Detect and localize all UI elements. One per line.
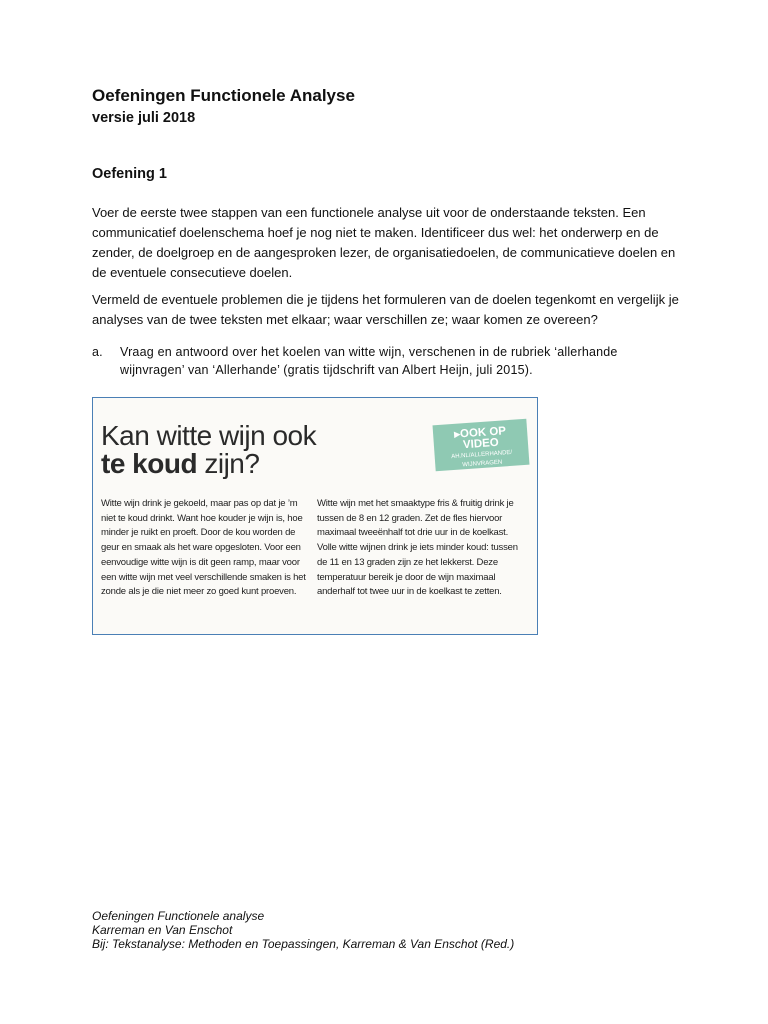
clipping-headline-line2: [101, 450, 316, 478]
clipping-headline-rest: zijn?: [197, 448, 260, 479]
clipping-headline-bold: te koud: [101, 448, 198, 479]
instruction-paragraph: Voer de eerste twee stappen van een functionele analyse uit voor de onderstaande teksten. Een communicatief doelenschema hoef je nog niet te maken. Identificeer dus wel: het onderwerp en de zender, de doelgroep en de aangesproken lezer, de organisatiedoelen, de communicatieve doelen en de eventuele consecutieve doelen.: [92, 205, 676, 280]
page-title: Oefeningen Functionele Analyse: [92, 86, 355, 105]
badge-sub-line1: AH.NL/ALLERHANDE/: [451, 449, 513, 461]
list-item-text: Vraag en antwoord over het koelen van witte wijn, verschenen in de rubriek ‘allerhande wijnvragen’ van ‘Allerhande’ (gratis tijdschrift van Albert Heijn, juli 2015).: [120, 345, 618, 377]
video-badge: [433, 419, 530, 471]
clipping-column-right: Witte wijn met het smaaktype fris & fruitig drink je tussen de 8 en 12 graden. Zet de fles hiervoor maximaal tweeënhalf tot drie uur in de koelkast. Volle witte wijnen drink je iets minder koud: tussen de 11 en 13 graden zijn ze het lekkerst. Deze temperatuur bereik je door de wijn maximaal anderhalf tot twee uur in de koelkast te zetten.: [317, 498, 518, 598]
footer-line-2: Karreman en Van Enschot: [92, 923, 233, 937]
list-marker: a.: [92, 345, 103, 359]
problems-paragraph: Vermeld de eventuele problemen die je tijdens het formuleren van de doelen tegenkomt en vergelijk je analyses van de twee teksten met elkaar; waar verschillen ze; waar komen ze overeen?: [92, 292, 679, 327]
clipping-column-left: Witte wijn drink je gekoeld, maar pas op dat je ’m niet te koud drinkt. Want hoe kouder je wijn is, hoe minder je ruikt en proeft. Door de kou worden de geur en smaak als het ware opgesloten. Voor een eenvoudige witte wijn is dit geen ramp, maar voor een witte wijn met veel verschillende smaken is het zonde als je die niet meer zo goed kunt proeven.: [101, 498, 306, 598]
badge-title-line2: VIDEO: [462, 436, 500, 452]
magazine-clipping: [92, 397, 538, 635]
page-subtitle: versie juli 2018: [92, 110, 196, 126]
footer-line-1: Oefeningen Functionele analyse: [92, 909, 265, 923]
list-item-a: [92, 343, 672, 379]
exercise-heading: Oefening 1: [92, 166, 167, 182]
clipping-headline-line1: Kan witte wijn ook: [101, 420, 317, 451]
footer-line-3: Bij: Tekstanalyse: Methoden en Toepassingen, Karreman & Van Enschot (Red.): [92, 937, 515, 951]
page-footer: [92, 909, 514, 951]
badge-title-line1: OOK OP: [459, 425, 507, 441]
play-arrow-icon: ▸: [453, 428, 461, 441]
clipping-headline: [101, 422, 316, 478]
badge-sub-line2: WIJNVRAGEN: [462, 459, 503, 469]
